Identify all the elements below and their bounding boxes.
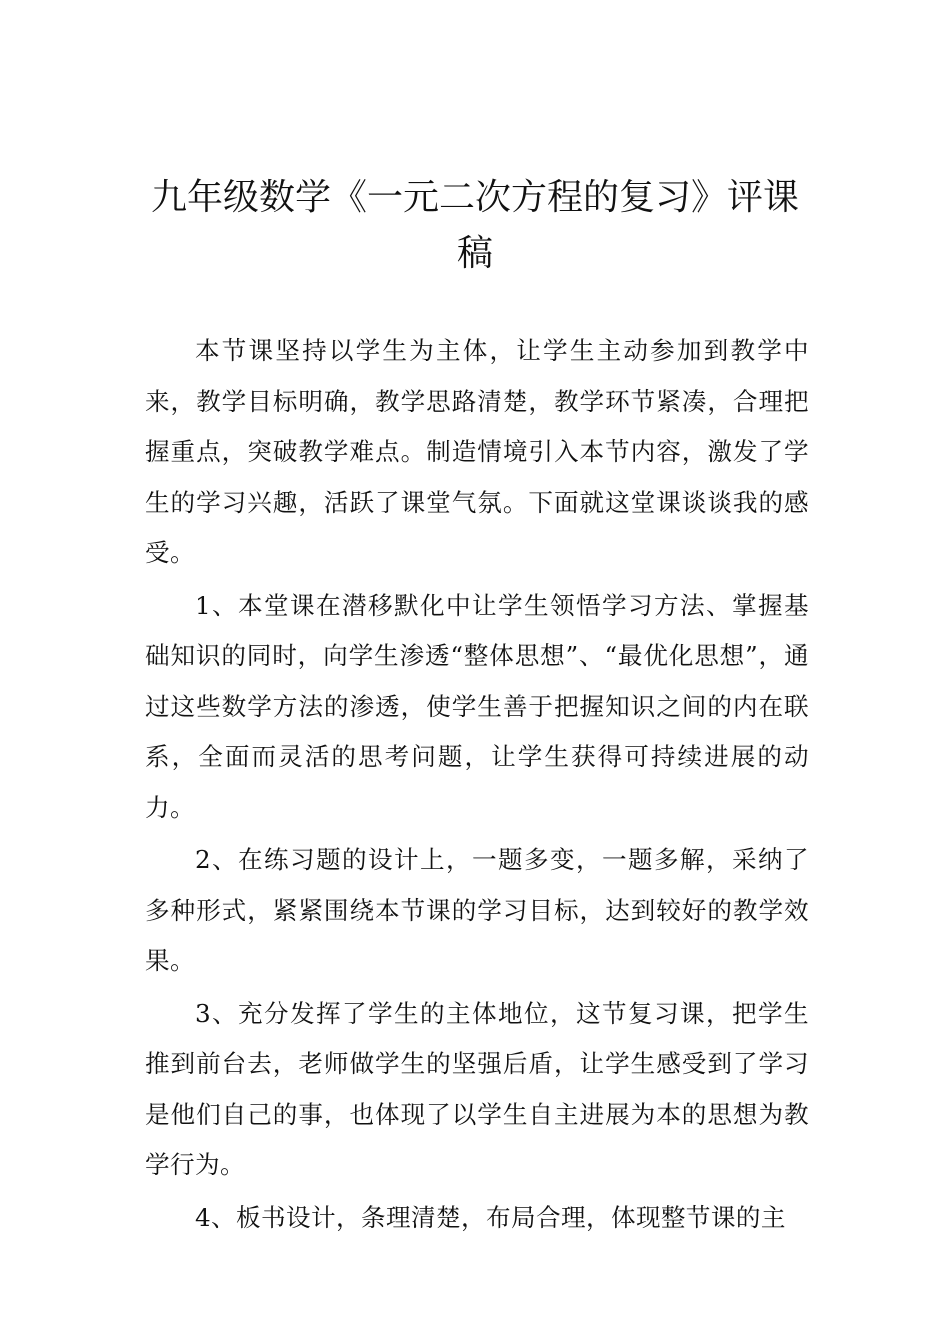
paragraph-intro: 本节课坚持以学生为主体，让学生主动参加到教学中来，教学目标明确，教学思路清楚，教学环节紧凑，合理把握重点，突破教学难点。制造情境引入本节内容，激发了学生的学习兴趣，活跃了课堂气氛。下面就这堂课谈谈我的感受。 [145, 336, 809, 567]
title-line-1: 九年级数学《一元二次方程的复习》评课 [150, 177, 799, 218]
document-title [140, 170, 810, 282]
paragraph-point-4: 4、板书设计，条理清楚，布局合理，体现整节课的主 [195, 1202, 786, 1232]
paragraph-point-3: 3、充分发挥了学生的主体地位，这节复习课，把学生推到前台去，老师做学生的坚强后盾，让学生感受到了学习是他们自己的事，也体现了以学生自主进展为本的思想为教学行为。 [145, 998, 809, 1179]
title-line-2: 稿 [456, 233, 493, 274]
paragraph-point-1: 1、本堂课在潜移默化中让学生领悟学习方法、掌握基础知识的同时，向学生渗透“整体思想”、“最优化思想”，通过这些数学方法的渗透，使学生善于把握知识之间的内在联系，全面而灵活的思考问题，让学生获得可持续进展的动力。 [145, 590, 809, 822]
document-body [145, 326, 809, 1243]
paragraph-point-2: 2、在练习题的设计上，一题多变，一题多解，采纳了多种形式，紧紧围绕本节课的学习目标，达到较好的教学效果。 [145, 845, 809, 975]
